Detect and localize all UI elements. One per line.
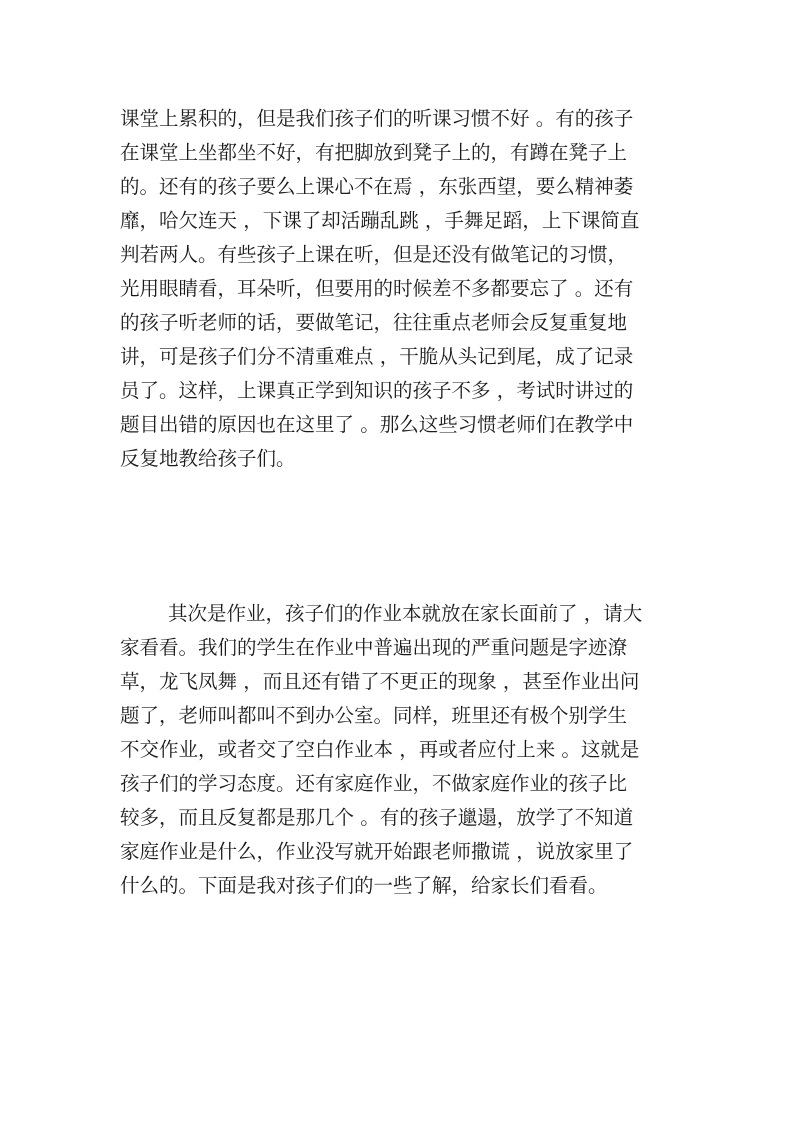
text-line: 不交作业，或者交了空白作业本 ，再或者应付上来 。这就是 <box>120 738 640 761</box>
text-line: 题目出错的原因也在这里了 。那么这些习惯老师们在教学中 <box>120 413 634 436</box>
text-line: 靡，哈欠连天 ，下课了却活蹦乱跳 ，手舞足蹈，上下课简直 <box>120 209 640 232</box>
text-line-indented: 其次是作业，孩子们的作业本就放在家长面前了 ，请大 <box>168 602 643 625</box>
text-line: 判若两人。有些孩子上课在听，但是还没有做笔记的习惯， <box>120 243 628 266</box>
text-line: 在课堂上坐都坐不好，有把脚放到凳子上的，有蹲在凳子上 <box>120 141 628 164</box>
text-line: 草，龙飞凤舞 ，而且还有错了不更正的现象 ，甚至作业出问 <box>120 670 640 693</box>
text-line: 什么的。下面是我对孩子们的一些了解，给家长们看看。 <box>120 874 608 897</box>
text-line: 的。还有的孩子要么上课心不在焉 ，东张西望，要么精神萎 <box>120 175 634 198</box>
text-line: 反复地教给孩子们。 <box>120 447 296 470</box>
text-line: 家庭作业是什么，作业没写就开始跟老师撒谎 ，说放家里了 <box>120 840 634 863</box>
paragraph-listening-habits <box>120 102 690 476</box>
text-line: 课堂上累积的，但是我们孩子们的听课习惯不好 。有的孩子 <box>120 107 634 130</box>
text-line: 光用眼睛看，耳朵听，但要用的时候差不多都要忘了 。还有 <box>120 277 634 300</box>
text-line: 题了，老师叫都叫不到办公室。同样，班里还有极个别学生 <box>120 704 628 727</box>
text-line: 孩子们的学习态度。还有家庭作业，不做家庭作业的孩子比 <box>120 772 628 795</box>
text-line: 员了。这样，上课真正学到知识的孩子不多 ，考试时讲过的 <box>120 379 634 402</box>
text-line: 家看看。我们的学生在作业中普遍出现的严重问题是字迹潦 <box>120 636 628 659</box>
text-line: 讲，可是孩子们分不清重难点 ，干脆从头记到尾，成了记录 <box>120 345 634 368</box>
paragraph-homework <box>120 597 690 903</box>
text-line: 的孩子听老师的话，要做笔记，往往重点老师会反复重复地 <box>120 311 628 334</box>
text-line: 较多，而且反复都是那几个 。有的孩子邋遢，放学了不知道 <box>120 806 634 829</box>
